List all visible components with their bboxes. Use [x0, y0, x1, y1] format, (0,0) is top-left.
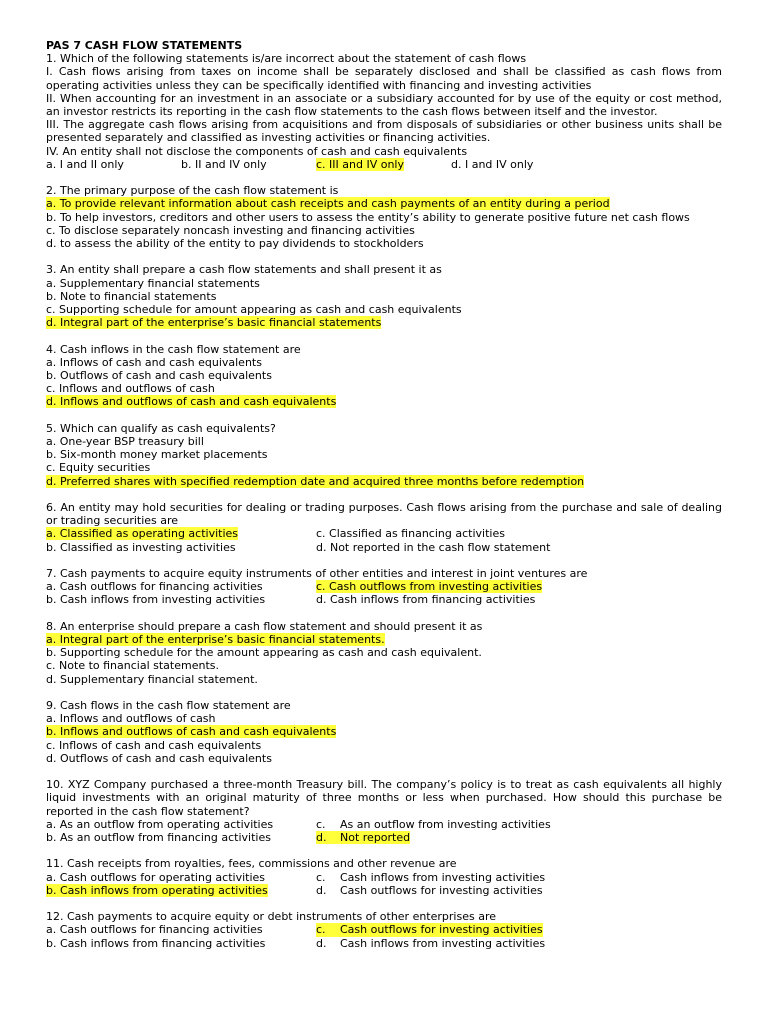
choice-c [316, 818, 551, 831]
choice-c: c. Inflows and outflows of cash [46, 382, 215, 396]
choice-letter: c. [316, 817, 326, 831]
question-stem: 4. Cash inflows in the cash flow statement are [46, 342, 301, 356]
choice-b: b. Classified as investing activities [46, 540, 236, 554]
question-stem: 8. An enterprise should prepare a cash flow statement and should present it as [46, 619, 483, 633]
choice-letter: d. [316, 936, 327, 950]
question-12 [46, 910, 722, 950]
choice-c [316, 871, 545, 884]
choices-row [46, 527, 722, 540]
answer-highlight [316, 923, 543, 936]
answer-highlight: a. Classified as operating activities [46, 527, 239, 541]
choice-text: As an outflow from investing activities [340, 817, 551, 831]
choices-row [46, 818, 722, 831]
choice-d: d. Not reported in the cash flow statement [316, 540, 551, 554]
question-stem: 3. An entity shall prepare a cash flow statements and shall present it as [46, 263, 442, 277]
statement-i: I. Cash flows arising from taxes on income shall be separately disclosed and shall be classified as cash flows from operating activities unless they can be specifically identified with financing and investing activities [46, 65, 722, 92]
choice-c: c. To disclose separately noncash investing and financing activities [46, 223, 415, 237]
choice-d: d. Supplementary financial statement. [46, 672, 258, 686]
answer-highlight: c. III and IV only [316, 157, 404, 171]
choices-row [46, 884, 722, 897]
question-stem: 10. XYZ Company purchased a three-month Treasury bill. The company’s policy is to treat as cash equivalents all highly liquid investments with an original maturity of three months or less when purchased. How should this purchase be reported in the cash flow statement? [46, 778, 722, 818]
choice-a: a. As an outflow from operating activities [46, 817, 274, 831]
answer-highlight: c. Cash outflows from investing activities [316, 580, 543, 594]
choice-c: c. Supporting schedule for amount appearing as cash and cash equivalents [46, 303, 462, 317]
choice-d: d. Outflows of cash and cash equivalents [46, 751, 272, 765]
choice-d-text: d. I and IV only [451, 157, 534, 171]
statement-iv: IV. An entity shall not disclose the components of cash and cash equivalents [46, 144, 468, 158]
choice-a-text: a. I and II only [46, 157, 124, 171]
choice-b: b. Supporting schedule for the amount appearing as cash and cash equivalent. [46, 646, 482, 660]
choice-b: b. Cash inflows from financing activities [46, 936, 266, 950]
question-9 [46, 699, 722, 765]
question-stem: 9. Cash flows in the cash flow statement are [46, 699, 291, 713]
choices-row [46, 593, 722, 606]
choice-b-text: b. II and IV only [181, 157, 267, 171]
choice-b: b. Outflows of cash and cash equivalents [46, 369, 272, 383]
choice-b: b. To help investors, creditors and other users to assess the entity’s ability to generate positive future net cash flows [46, 210, 690, 224]
choice-a: a. Supplementary financial statements [46, 276, 260, 290]
choice-a: a. Cash outflows for financing activities [46, 923, 263, 937]
question-11 [46, 857, 722, 897]
question-5 [46, 422, 722, 488]
question-4 [46, 343, 722, 409]
choice-a: a. Inflows and outflows of cash [46, 712, 216, 726]
choice-a: a. Cash outflows for operating activities [46, 870, 266, 884]
answer-highlight: d. Preferred shares with specified redemption date and acquired three months before redemption [46, 474, 585, 488]
question-stem: 1. Which of the following statements is/are incorrect about the statement of cash flows [46, 52, 527, 66]
answer-highlight: d. Integral part of the enterprise’s basic financial statements [46, 316, 382, 330]
question-3 [46, 263, 722, 329]
question-6 [46, 501, 722, 554]
question-8 [46, 620, 722, 686]
choice-b [181, 158, 316, 171]
choice-b: b. Six-month money market placements [46, 448, 268, 462]
choices-row [46, 541, 722, 554]
choice-c: c. Classified as financing activities [316, 527, 505, 541]
choice-b: b. As an outflow from financing activities [46, 831, 271, 845]
question-stem: 5. Which can qualify as cash equivalents? [46, 421, 276, 435]
choices-row [46, 937, 722, 950]
question-stem: 11. Cash receipts from royalties, fees, commissions and other revenue are [46, 857, 457, 871]
choice-letter: c. [316, 923, 326, 937]
choice-letter: d. [316, 883, 327, 897]
choice-text: Cash inflows from investing activities [340, 870, 546, 884]
choices-row [46, 871, 722, 884]
choice-d [316, 937, 545, 950]
choice-b: b. Cash inflows from investing activities [46, 593, 266, 607]
choices-row [46, 923, 722, 936]
question-stem: 12. Cash payments to acquire equity or debt instruments of other enterprises are [46, 910, 496, 924]
question-stem: 6. An entity may hold securities for dealing or trading purposes. Cash flows arising from the purchase and sale of dealing or trading securities are [46, 501, 722, 528]
choice-c: c. Equity securities [46, 461, 151, 475]
choice-a [46, 158, 181, 171]
choices-row [46, 831, 722, 844]
choice-d: d. to assess the ability of the entity to pay dividends to stockholders [46, 237, 424, 251]
choice-d: d. Cash inflows from financing activities [316, 593, 536, 607]
statement-iii: III. The aggregate cash flows arising from acquisitions and from disposals of subsidiaries or other business units shall be presented separately and classified as investing activities or financing activities. [46, 118, 722, 145]
choice-letter: c. [316, 870, 326, 884]
choice-text: Cash outflows for investing activities [340, 883, 543, 897]
document-title: PAS 7 CASH FLOW STATEMENTS [46, 39, 243, 52]
statement-ii: II. When accounting for an investment in an associate or a subsidiary accounted for by use of the equity or cost method, an investor restricts its reporting in the cash flow statements to the cash flows between itself and the investor. [46, 91, 722, 119]
answer-highlight [316, 831, 410, 844]
choice-letter: d. [316, 831, 327, 845]
answer-highlight: b. Cash inflows from operating activities [46, 883, 268, 897]
choice-c: c. Note to financial statements. [46, 659, 219, 673]
answer-highlight: b. Inflows and outflows of cash and cash equivalents [46, 725, 337, 739]
choice-text: Cash inflows from investing activities [340, 936, 546, 950]
question-2 [46, 184, 722, 250]
answer-highlight: d. Inflows and outflows of cash and cash equivalents [46, 395, 337, 409]
choice-a: a. Inflows of cash and cash equivalents [46, 355, 262, 369]
choice-d [451, 158, 533, 171]
choice-text: Not reported [340, 831, 411, 845]
choice-c [316, 158, 451, 171]
question-10 [46, 778, 722, 844]
choice-d [316, 884, 543, 897]
choices-row [46, 580, 722, 593]
choices-row [46, 158, 722, 171]
choice-text: Cash outflows for investing activities [340, 923, 543, 937]
choice-b: b. Note to financial statements [46, 289, 217, 303]
answer-highlight: a. Integral part of the enterprise’s basic financial statements. [46, 633, 385, 647]
question-1 [46, 52, 722, 171]
answer-highlight: a. To provide relevant information about cash receipts and cash payments of an entity during a period [46, 197, 610, 211]
question-stem: 7. Cash payments to acquire equity instruments of other entities and interest in joint ventures are [46, 567, 588, 581]
choice-a: a. Cash outflows for financing activities [46, 580, 263, 594]
choice-c: c. Inflows of cash and cash equivalents [46, 738, 262, 752]
choice-a: a. One-year BSP treasury bill [46, 435, 204, 449]
question-7 [46, 567, 722, 607]
question-stem: 2. The primary purpose of the cash flow statement is [46, 184, 339, 198]
